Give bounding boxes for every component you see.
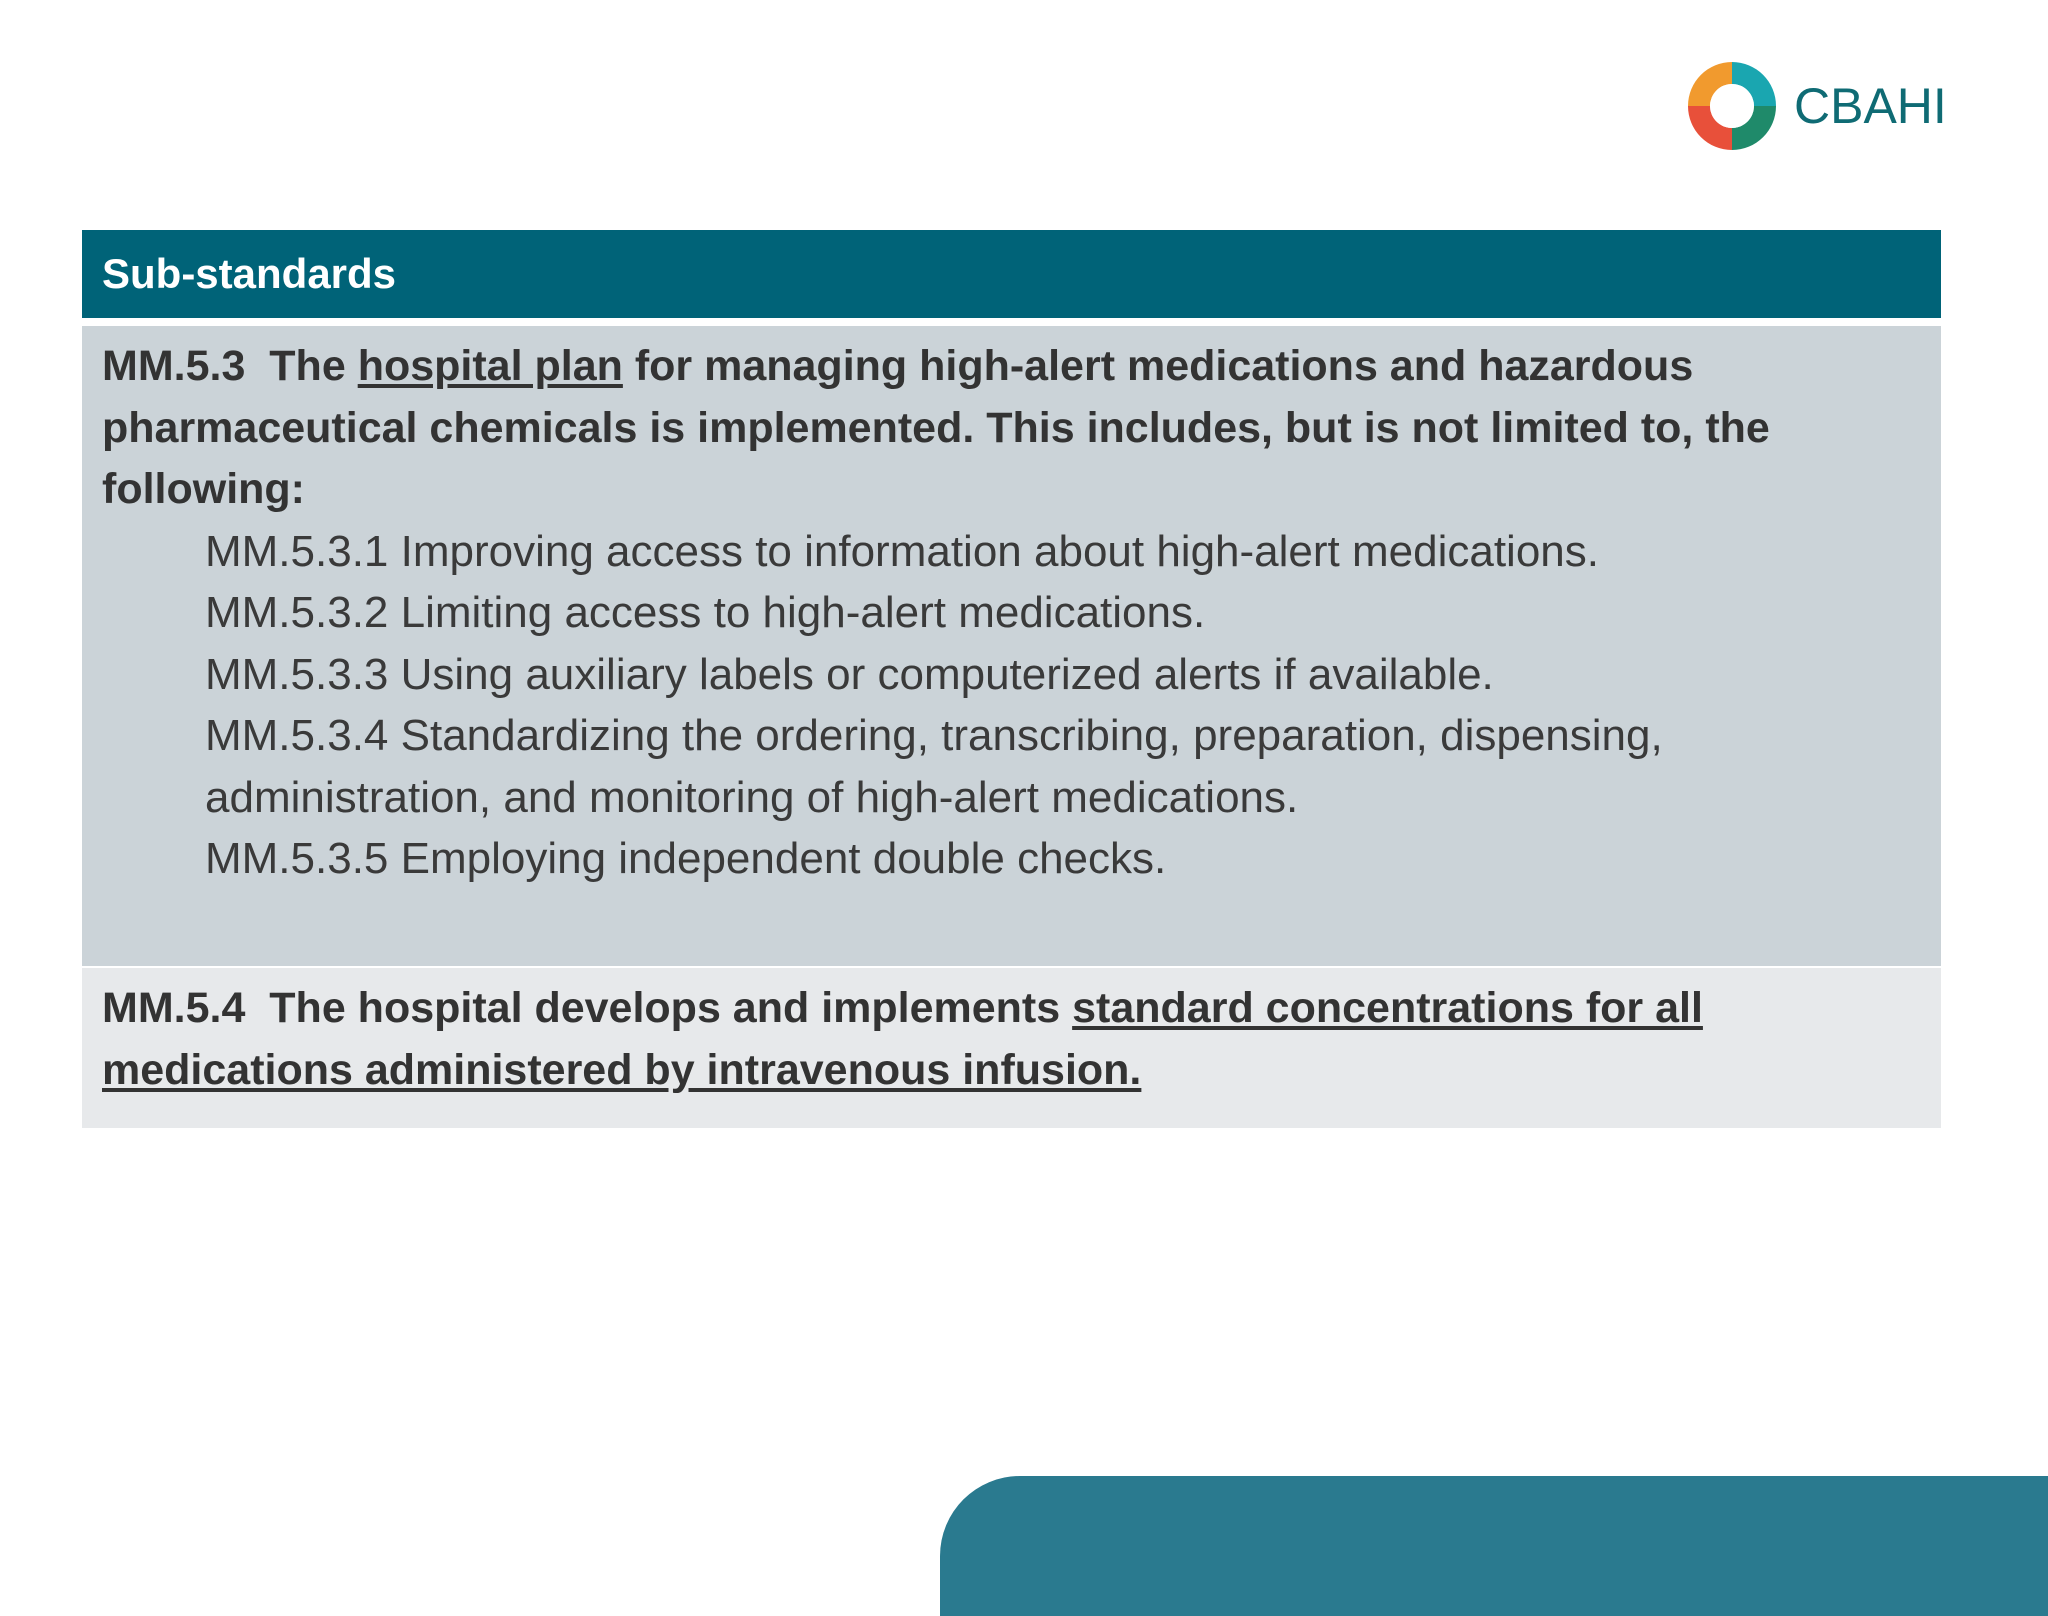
mm-5-4-statement: [102, 978, 1921, 1101]
list-item: MM.5.3.2 Limiting access to high-alert medications.: [205, 588, 1206, 637]
list-item: MM.5.3.4 Standardizing the ordering, transcribing, preparation, dispensing, administration, and monitoring of high-alert medications.: [205, 711, 1663, 822]
mm-5-4-underlined: standard concentrations for all medications administered by intravenous infusion.: [102, 984, 1703, 1094]
mm-5-3-underlined: hospital plan: [357, 342, 623, 390]
list-item: MM.5.3.3 Using auxiliary labels or computerized alerts if available.: [205, 649, 1494, 699]
mm-5-4-intro: The hospital develops and implements: [269, 984, 1061, 1032]
cbahi-logo-icon: [1682, 56, 1782, 156]
list-item: MM.5.3.1 Improving access to information about high-alert medications.: [205, 526, 1599, 576]
table-header: [82, 230, 1941, 318]
mm-5-3-intro: The: [269, 342, 346, 390]
mm-5-4-code: MM.5.4: [102, 984, 246, 1032]
list-item: MM.5.3.5 Employing independent double checks.: [205, 834, 1167, 883]
table-header-label: Sub-standards: [102, 250, 397, 297]
mm-5-3-code: MM.5.3: [102, 342, 246, 390]
bottom-decorative-band: [940, 1476, 2048, 1616]
sub-standards-table: [82, 230, 1941, 1128]
table-row-mm-5-3: [82, 326, 1941, 966]
table-row-mm-5-4: [82, 968, 1941, 1128]
mm-5-3-rest: for managing high-alert medications and hazardous pharmaceutical chemicals is implemented. This includes, but is not limited to, the following:: [102, 342, 1770, 513]
logo-text: CBAHI: [1794, 78, 1947, 134]
mm-5-3-statement: [102, 336, 1921, 521]
cbahi-logo: [1682, 56, 1947, 156]
mm-5-3-sub-list: [102, 521, 1921, 890]
